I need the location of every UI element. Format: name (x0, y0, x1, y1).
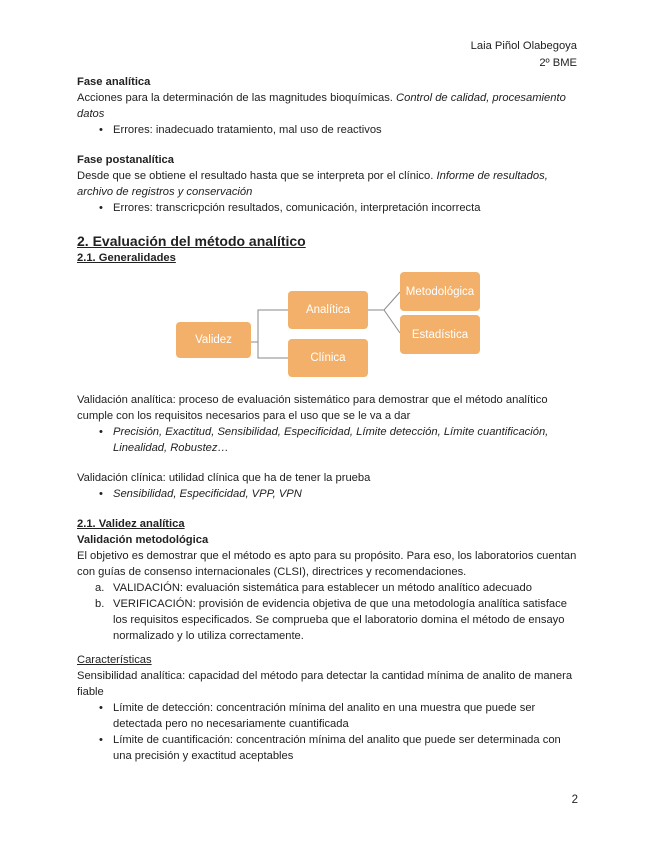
page-content (77, 74, 582, 764)
course-label: 2º BME (539, 57, 577, 69)
list-item: • Errores: inadecuado tratamiento, mal uso de reactivos (77, 122, 582, 138)
validacion-metodologica-title: Validación metodológica (77, 534, 209, 546)
list-item: b. VERIFICACIÓN: provisión de evidencia objetiva de que una metodología analítica satisface los requisitos especificados. Se comprueba que el laboratorio domina el método de ensayo normalizado y lo utiliza correctamente. (95, 598, 567, 642)
fase-analitica-title: Fase analítica (77, 76, 151, 88)
validacion-clinica-list (77, 486, 582, 502)
validez-analitica-list (77, 580, 582, 644)
page-header (471, 38, 577, 72)
node-metodologica: Metodológica (400, 272, 480, 311)
caracteristicas-list (77, 700, 582, 764)
page-number: 2 (571, 794, 578, 806)
caracteristicas-title: Características (77, 654, 152, 666)
list-item: a. VALIDACIÓN: evaluación sistemática para establecer un método analítico adecuado (95, 582, 532, 594)
section-2-1-title: 2.1. Generalidades (77, 252, 176, 264)
connector-analitica-estadistica (368, 310, 400, 333)
validacion-analitica-list (77, 424, 582, 456)
validity-diagram (77, 272, 582, 384)
fase-postanalitica-desc: Desde que se obtiene el resultado hasta que se interpreta por el clínico. Informe de resultados, archivo de registros y conservación (77, 170, 548, 198)
section-2-title: 2. Evaluación del método analítico (77, 233, 306, 249)
author-name: Laia Piñol Olabegoya (470, 40, 577, 52)
list-item: • Límite de detección: concentración mínima del analito en una muestra que puede ser detectada pero no necesariamente cuantificada (77, 700, 582, 732)
section-validez-analitica-title: 2.1. Validez analítica (77, 518, 185, 530)
validacion-clinica-text: Validación clínica: utilidad clínica que ha de tener la prueba (77, 472, 371, 484)
list-item: • Sensibilidad, Especificidad, VPP, VPN (77, 486, 582, 502)
fase-analitica-list (77, 122, 582, 138)
validacion-analitica-text: Validación analítica: proceso de evaluación sistemático para demostrar que el método analítico cumple con los requisitos necesarios para el uso que se le va a dar (77, 394, 548, 422)
node-estadistica: Estadística (400, 315, 480, 354)
fase-postanalitica-list (77, 200, 582, 216)
node-analitica: Analítica (288, 291, 368, 329)
list-item: • Errores: transcricpción resultados, comunicación, interpretación incorrecta (77, 200, 582, 216)
node-validez: Validez (176, 322, 251, 358)
caracteristicas-text: Sensibilidad analítica: capacidad del método para detectar la cantidad mínima de analito de manera fiable (77, 670, 573, 698)
fase-postanalitica-title: Fase postanalítica (77, 154, 174, 166)
fase-analitica-desc: Acciones para la determinación de las magnitudes bioquímicas. Control de calidad, procesamiento datos (77, 92, 566, 120)
validez-analitica-text: El objetivo es demostrar que el método es apto para su propósito. Para eso, los laboratorios cuentan con guías de consenso internacionales (CLSI), directrices y recomendaciones. (77, 550, 577, 578)
node-clinica: Clínica (288, 339, 368, 377)
connector-analitica-metodologica (368, 292, 400, 310)
list-item: • Límite de cuantificación: concentración mínima del analito que puede ser determinada con una precisión y exactitud aceptables (77, 732, 582, 764)
list-item: • Precisión, Exactitud, Sensibilidad, Especificidad, Límite detección, Límite cuantificación, Linealidad, Robustez… (77, 424, 582, 456)
